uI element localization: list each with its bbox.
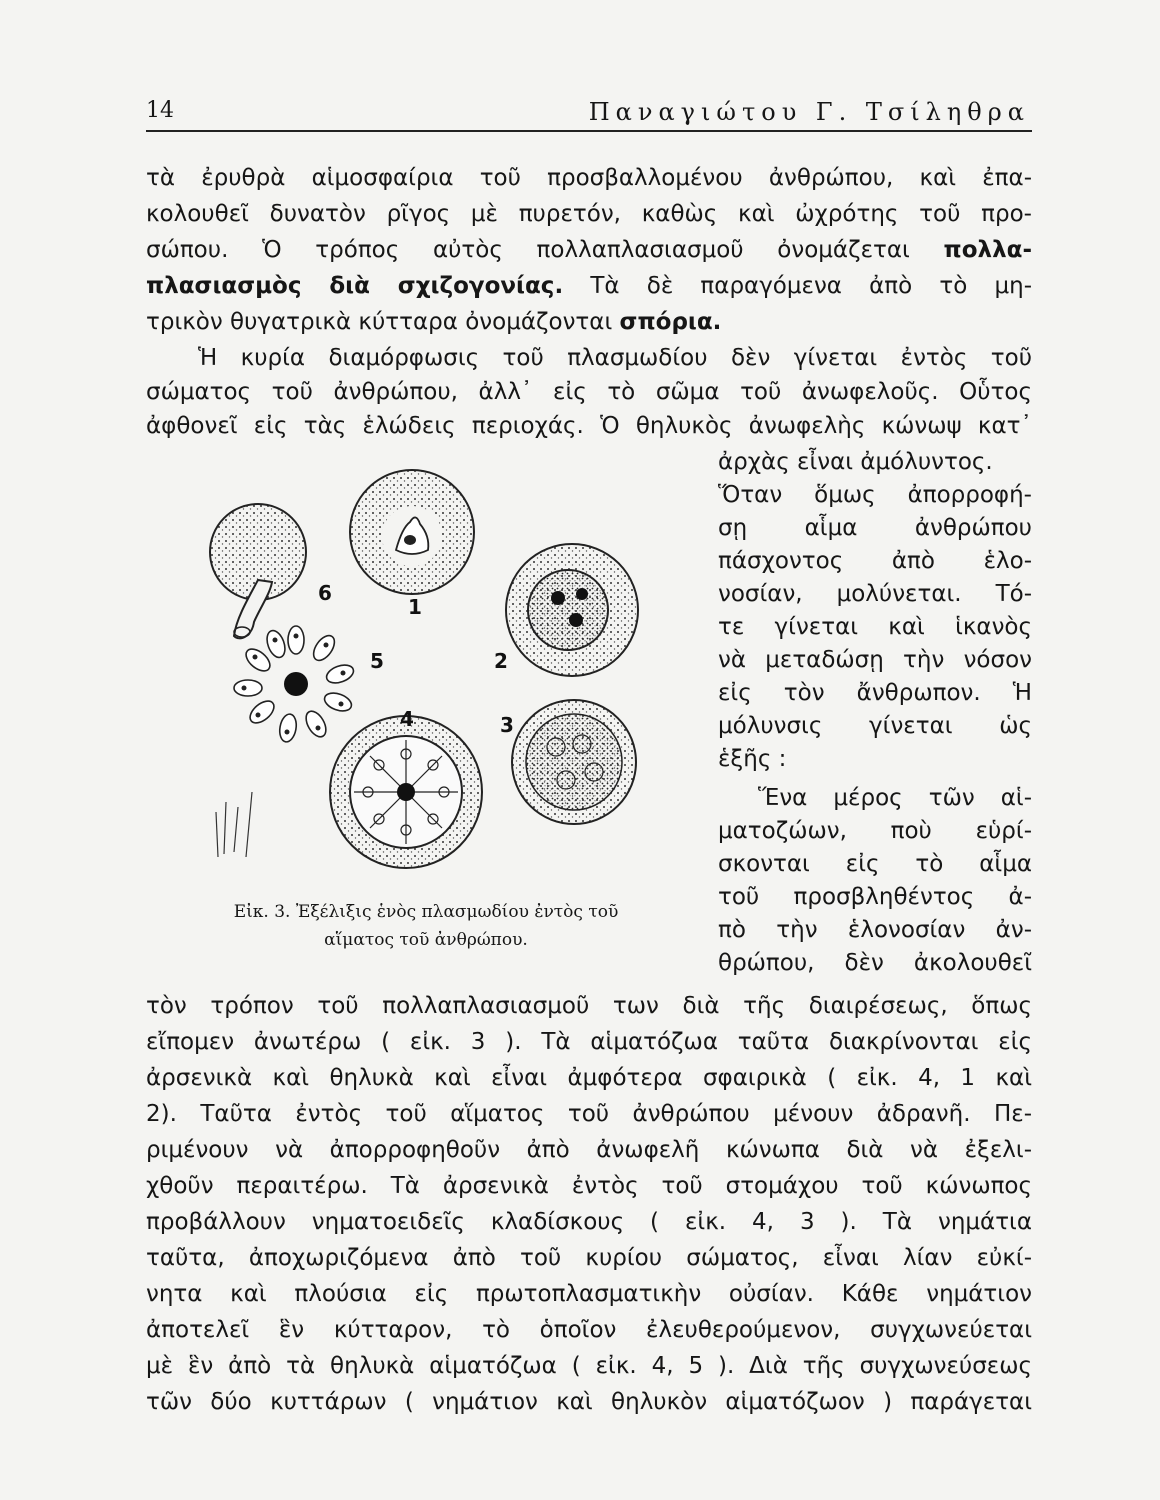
text-line: εἴπομεν ἀνωτέρω ( εἰκ. 3 ). Τὰ αἱματόζωα ταῦτα διακρίνονται εἰς bbox=[146, 1029, 1032, 1055]
text-line: τοῦ προσβληθέντος ἀ- bbox=[718, 884, 1032, 910]
text-line: χθοῦν περαιτέρω. Τὰ ἀρσενικὰ ἐντὸς τοῦ στομάχου τοῦ κώνωπος bbox=[146, 1173, 1032, 1199]
text-line: ταῦτα, ἀποχωριζόμενα ἀπὸ τοῦ κυρίου σώματος, εἶναι λίαν εὐκί- bbox=[146, 1245, 1032, 1271]
text-line: τε γίνεται καὶ ἱκανὸς bbox=[718, 614, 1032, 640]
figure-label-6: 6 bbox=[318, 581, 332, 605]
text-line: ἀποτελεῖ ἓν κύτταρον, τὸ ὁποῖον ἐλευθερούμενον, συγχωνεύεται bbox=[146, 1317, 1032, 1343]
bold-term: σπόρια. bbox=[619, 309, 722, 335]
text-line: τὰ ἐρυθρὰ αἱμοσφαίρια τοῦ προσβαλλομένου ἀνθρώπου, καὶ ἐπα- bbox=[146, 165, 1032, 191]
cell-5 bbox=[234, 626, 356, 743]
text-line: ἀρχὰς εἶναι ἀμόλυντος. bbox=[718, 449, 993, 475]
figure-caption bbox=[146, 898, 706, 954]
text-line: τῶν δύο κυττάρων ( νημάτιον καὶ θηλυκὸν αἱματόζωον ) παράγεται bbox=[146, 1389, 1032, 1415]
figure-label-5: 5 bbox=[370, 649, 384, 673]
text-line: ἀρσενικὰ καὶ θηλυκὰ καὶ εἶναι ἀμφότερα σφαιρικὰ ( εἰκ. 4, 1 καὶ bbox=[146, 1065, 1032, 1091]
text-line: ἑξῆς : bbox=[718, 746, 787, 772]
text-line: πὸ τὴν ἑλονοσίαν ἀν- bbox=[718, 917, 1032, 943]
figure-label-3: 3 bbox=[500, 713, 514, 737]
plasmodium-figure bbox=[196, 462, 706, 882]
cell-1 bbox=[350, 470, 474, 594]
text-line: θρώπου, δὲν ἀκολουθεῖ bbox=[718, 950, 1032, 976]
text-line: Ὅταν ὅμως ἀπορροφή- bbox=[718, 482, 1032, 508]
bold-term: πολλα- bbox=[943, 237, 1032, 263]
text-line: νητα καὶ πλούσια εἰς πρωτοπλασματικὴν οὐσίαν. Κάθε νημάτιον bbox=[146, 1281, 1032, 1307]
text-line: τρικὸν θυγατρικὰ κύτταρα ὀνομάζονται σπόρια. bbox=[146, 309, 722, 335]
text-line: νοσίαν, μολύνεται. Τό- bbox=[718, 581, 1032, 607]
text-line: πλασιασμὸς διὰ σχιζογονίας. Τὰ δὲ παραγόμενα ἀπὸ τὸ μη- bbox=[146, 273, 1032, 299]
figure-label-4: 4 bbox=[400, 707, 414, 731]
header-rule bbox=[146, 130, 1032, 132]
text-line: νὰ μεταδώσῃ τὴν νόσον bbox=[718, 647, 1032, 673]
text-line: μὲ ἓν ἀπὸ τὰ θηλυκὰ αἱματόζωα ( εἰκ. 4, 5 ). Διὰ τῆς συγχωνεύσεως bbox=[146, 1353, 1032, 1379]
scratch-marks bbox=[216, 792, 252, 857]
caption-line: αἵματος τοῦ ἀνθρώπου. bbox=[324, 930, 528, 950]
text-line: Ἡ κυρία διαμόρφωσις τοῦ πλασμωδίου δὲν γίνεται ἐντὸς τοῦ bbox=[198, 345, 1032, 371]
text-line: Ἕνα μέρος τῶν αἱ- bbox=[758, 785, 1032, 811]
text-line: ματοζώων, ποὺ εὑρί- bbox=[718, 818, 1032, 844]
text-line: εἰς τὸν ἄνθρωπον. Ἡ bbox=[718, 680, 1032, 706]
running-title: Παναγιώτου Γ. Τσίληθρα bbox=[588, 98, 1030, 126]
text-line: κολουθεῖ δυνατὸν ρῖγος μὲ πυρετόν, καθὼς καὶ ὠχρότης τοῦ προ- bbox=[146, 201, 1032, 227]
text-line: 2). Ταῦτα ἐντὸς τοῦ αἵματος τοῦ ἀνθρώπου μένουν ἀδρανῆ. Πε- bbox=[146, 1101, 1032, 1127]
cell-2 bbox=[506, 544, 638, 676]
text-line: σῃ αἷμα ἀνθρώπου bbox=[718, 515, 1032, 541]
figure-label-2: 2 bbox=[494, 649, 508, 673]
page-number: 14 bbox=[146, 98, 174, 123]
text-line: μόλυνσις γίνεται ὡς bbox=[718, 713, 1032, 739]
bold-term: πλασιασμὸς διὰ σχιζογονίας. bbox=[146, 273, 564, 299]
text-line: ριμένουν νὰ ἀπορροφηθοῦν ἀπὸ ἀνωφελῆ κώνωπα διὰ νὰ ἐξελι- bbox=[146, 1137, 1032, 1163]
text-line: σώματος τοῦ ἀνθρώπου, ἀλλ᾽ εἰς τὸ σῶμα τοῦ ἀνωφελοῦς. Οὗτος bbox=[146, 379, 1032, 405]
cell-6 bbox=[210, 504, 306, 638]
cell-3 bbox=[512, 700, 636, 824]
text-line: ἀφθονεῖ εἰς τὰς ἑλώδεις περιοχάς. Ὁ θηλυκὸς ἀνωφελὴς κώνωψ κατ᾽ bbox=[146, 413, 1032, 439]
text-line: σκονται εἰς τὸ αἷμα bbox=[718, 851, 1032, 877]
text-line: τὸν τρόπον τοῦ πολλαπλασιασμοῦ των διὰ τῆς διαιρέσεως, ὅπως bbox=[146, 993, 1032, 1019]
cell-4 bbox=[330, 716, 482, 868]
figure-label-1: 1 bbox=[408, 595, 422, 619]
text-line: πάσχοντος ἀπὸ ἑλο- bbox=[718, 548, 1032, 574]
caption-line: Εἰκ. 3. Ἐξέλιξις ἑνὸς πλασμωδίου ἐντὸς τοῦ bbox=[233, 902, 619, 922]
text-line: προβάλλουν νηματοειδεῖς κλαδίσκους ( εἰκ. 4, 3 ). Τὰ νημάτια bbox=[146, 1209, 1032, 1235]
text-line: σώπου. Ὁ τρόπος αὐτὸς πολλαπλασιασμοῦ ὀνομάζεται πολλα- bbox=[146, 237, 1032, 263]
